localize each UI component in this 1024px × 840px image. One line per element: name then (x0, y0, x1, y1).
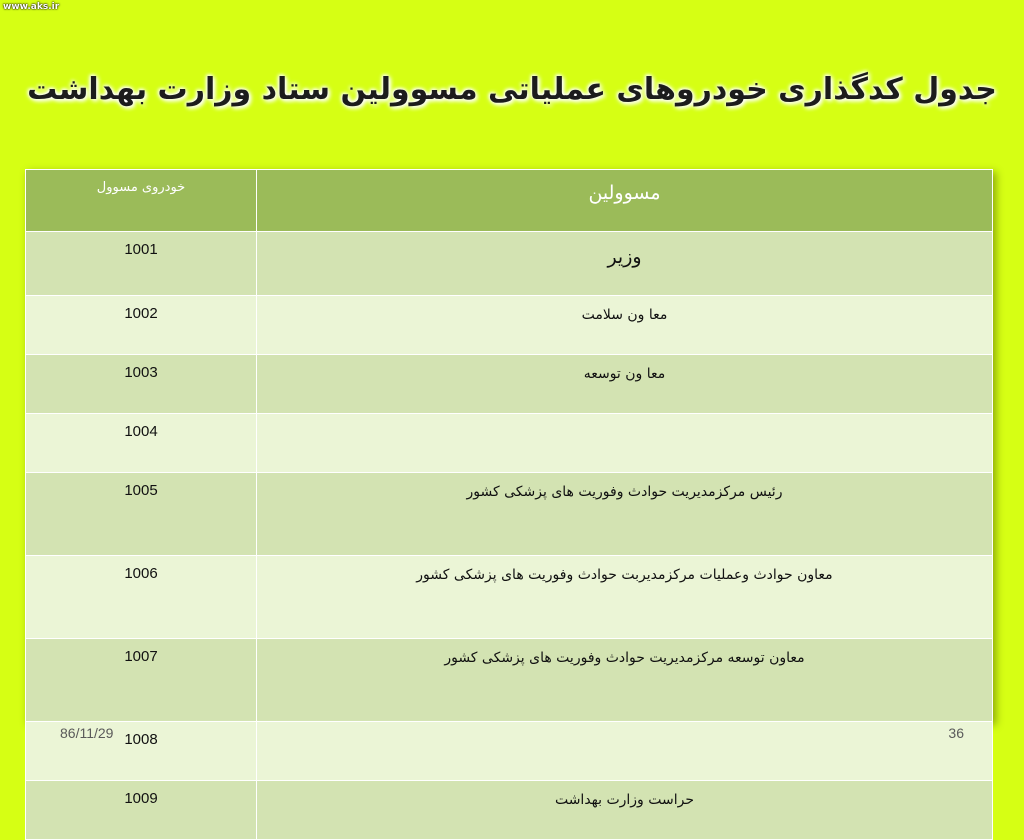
header-vehicle-code: خودروی مسوول (26, 170, 257, 232)
footer-date: 86/11/29 (60, 725, 114, 741)
row-official (257, 414, 993, 473)
row-code: 1005 (26, 473, 257, 556)
table-row (26, 296, 993, 355)
row-code: 1008 (26, 722, 257, 781)
row-code: 1006 (26, 556, 257, 639)
table-row (26, 556, 993, 639)
row-official: معا ون سلامت (257, 296, 993, 355)
slide-title: جدول کدگذاری خودروهای عملیاتی مسوولین ستاد وزارت بهداشت (27, 72, 997, 107)
table-row (26, 232, 993, 296)
row-official: معاون توسعه مرکزمدیریت حوادث وفوریت های پزشکی کشور (257, 639, 993, 722)
watermark-text: www.aks.ir (3, 2, 60, 12)
row-code: 1003 (26, 355, 257, 414)
row-code: 1002 (26, 296, 257, 355)
row-official (257, 722, 993, 781)
table (25, 169, 993, 840)
row-official: حراست وزارت بهداشت (257, 781, 993, 840)
table-row (26, 639, 993, 722)
row-official: معا ون توسعه (257, 355, 993, 414)
row-code: 1001 (26, 232, 257, 296)
row-official: وزیر (257, 232, 993, 296)
header-officials: مسوولین (257, 170, 993, 232)
row-code: 1009 (26, 781, 257, 840)
table-row (26, 414, 993, 473)
row-official: رئیس مرکزمدیریت حوادث وفوریت های پزشکی کشور (257, 473, 993, 556)
table-row (26, 355, 993, 414)
table-row (26, 473, 993, 556)
footer-page-number: 36 (948, 725, 964, 741)
row-code: 1007 (26, 639, 257, 722)
row-code: 1004 (26, 414, 257, 473)
table-row (26, 781, 993, 840)
table-header-row (26, 170, 993, 232)
table-row (26, 722, 993, 781)
row-official: معاون حوادث وعملیات مرکزمدیربت حوادث وفوریت های پزشکی کشور (257, 556, 993, 639)
